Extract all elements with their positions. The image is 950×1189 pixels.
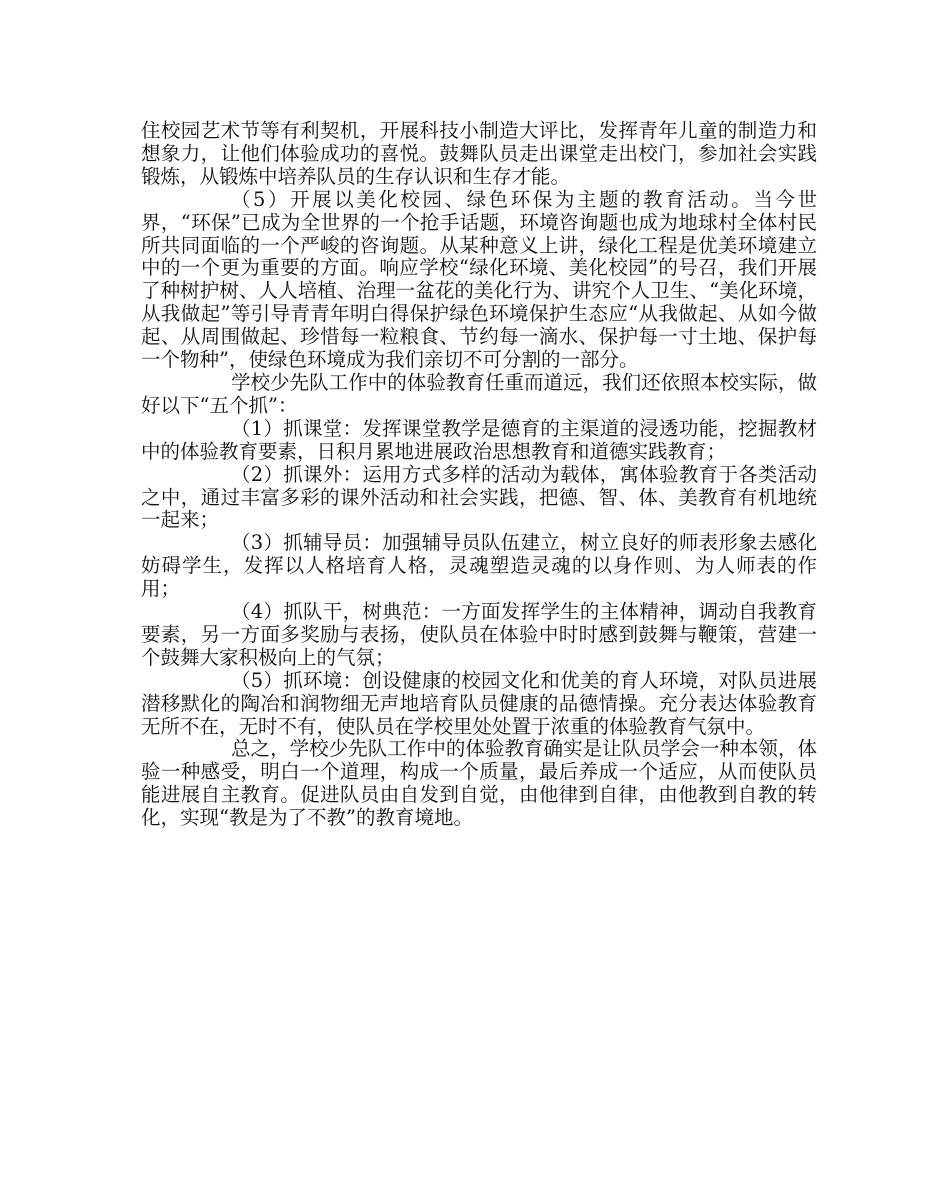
paragraph-continuation: 住校园艺术节等有利契机，开展科技小制造大评比，发挥青年儿童的制造力和想象力，让他们体验成功的喜悦。鼓舞队员走出课堂走出校门，参加社会实践锻炼，从锻炼中培养队员的生存认识和生存才能。 — [141, 119, 817, 188]
paragraph-focus-extracurricular: （2）抓课外：运用方式多样的活动为载体，寓体验教育于各类活动之中，通过丰富多彩的课外活动和社会实践，把德、智、体、美教育有机地统一起来； — [141, 462, 817, 532]
paragraph-focus-counselors: （3）抓辅导员：加强辅导员队伍建立，树立良好的师表形象去感化妨碍学生，发挥以人格培育人格，灵魂塑造灵魂的以身作则、为人师表的作用； — [141, 531, 817, 601]
paragraph-focus-environment: （5）抓环境：创设健康的校园文化和优美的育人环境，对队员进展潜移默化的陶冶和润物细无声地培育队员健康的品德情操。充分表达体验教育无所不在，无时不有，使队员在学校里处处置于浓重的体验教育气氛中。 — [141, 668, 817, 738]
paragraph-focus-classroom: （1）抓课堂：发挥课堂教学是德育的主渠道的浸透功能，挖掘教材中的体验教育要素，日积月累地进展政治思想教育和道德实践教育； — [141, 416, 817, 463]
paragraph-environment-activity: （5）开展以美化校园、绿色环保为主题的教育活动。当今世界，“环保”已成为全世界的一个抢手话题，环境咨询题也成为地球村全体村民所共同面临的一个严峻的咨询题。从某种意义上讲，绿化工程是优美环境建立中的一个更为重要的方面。响应学校“绿化环境、美化校园”的号召，我们开展了种树护树、人人培植、治理一盆花的美化行为、讲究个人卫生、“美化环境，从我做起”等引导青青年明白得保护绿色环境保护生态应“从我做起、从如今做起、从周围做起、珍惜每一粒粮食、节约每一滴水、保护每一寸土地、保护每一个物种”，使绿色环境成为我们亲切不可分割的一部分。 — [141, 187, 817, 372]
paragraph-five-focuses-intro: 学校少先队工作中的体验教育任重而道远，我们还依照本校实际，做好以下“五个抓”： — [141, 370, 817, 417]
paragraph-conclusion: 总之，学校少先队工作中的体验教育确实是让队员学会一种本领，体验一种感受，明白一个道理，构成一个质量，最后养成一个适应，从而使队员能进展自主教育。促进队员由自发到自觉，由他律到自律，由他教到自教的转化，实现“教是为了不教”的教育境地。 — [141, 737, 817, 830]
paragraph-focus-team-leaders: （4）抓队干，树典范：一方面发挥学生的主体精神，调动自我教育要素，另一方面多奖励与表扬，使队员在体验中时时感到鼓舞与鞭策，营建一个鼓舞大家积极向上的气氛； — [141, 600, 817, 669]
document-page — [141, 120, 817, 830]
